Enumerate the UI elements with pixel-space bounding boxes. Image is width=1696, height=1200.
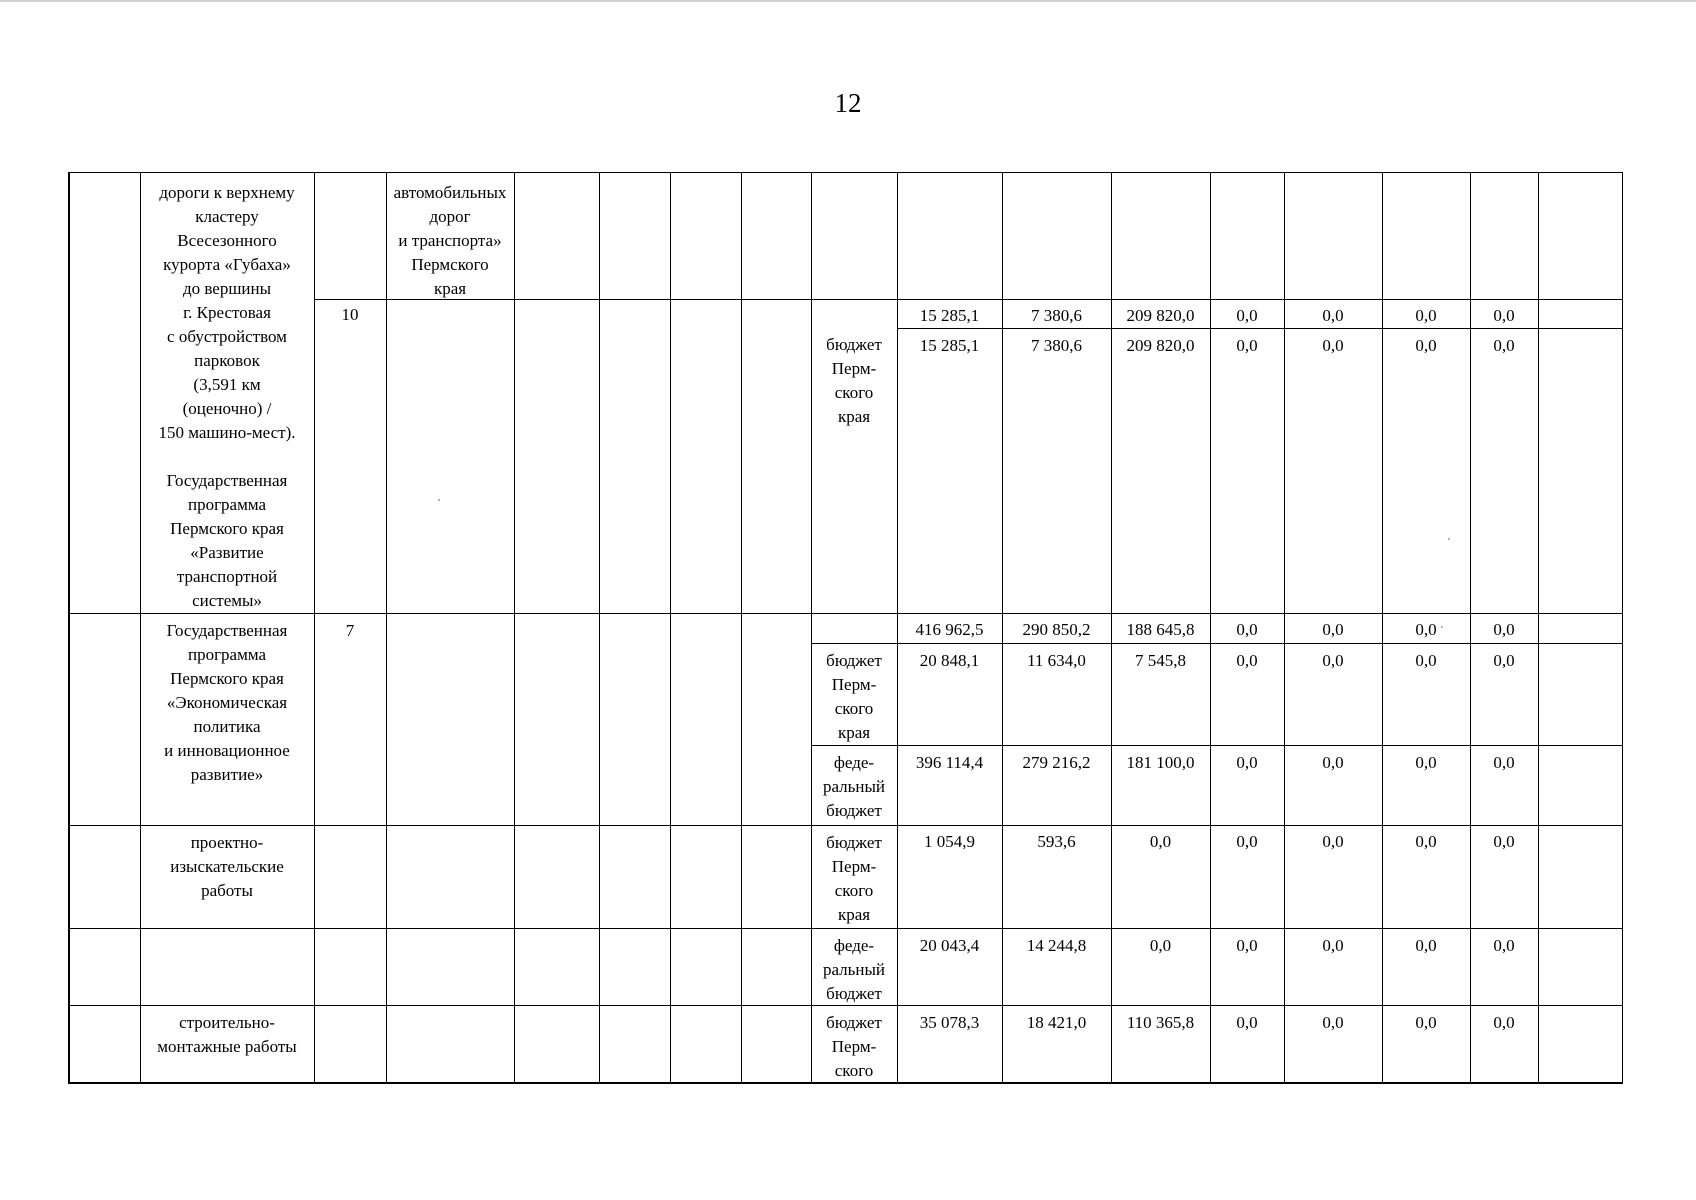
value-cell: 0,0 — [1236, 1013, 1258, 1032]
value-cell: 0,0 — [1493, 651, 1515, 670]
value-cell: 0,0 — [1415, 336, 1437, 355]
object-name-continued: г. Крестовая с обустройством парковок (3,591 км (оценочно) / 150 машино-мест). Государственная программа Пермского края «Развитие транспортной системы» — [158, 303, 296, 610]
col-divider — [599, 173, 600, 1082]
page-number: 12 — [834, 88, 862, 118]
value-cell: 0,0 — [1415, 620, 1437, 639]
object-name-header: дороги к верхнему кластеру Всесезонного курорта «Губаха» до вершины — [159, 183, 295, 298]
value-cell: 0,0 — [1149, 936, 1172, 955]
budget-table — [68, 172, 1623, 1084]
value-cell: 209 820,0 — [1126, 336, 1195, 355]
value-cell: 1 054,9 — [924, 832, 975, 851]
row-divider — [811, 745, 1622, 746]
value-cell: 0,0 — [1493, 753, 1515, 772]
value-cell: 279 216,2 — [1022, 753, 1091, 772]
value-cell: 0,0 — [1322, 753, 1344, 772]
value-cell: 0,0 — [1493, 1013, 1515, 1032]
value-cell: 0,0 — [1322, 832, 1344, 851]
code-transport: 10 — [341, 305, 359, 324]
value-cell: 0,0 — [1493, 936, 1515, 955]
row-divider — [70, 825, 1622, 826]
value-cell: 0,0 — [1415, 936, 1437, 955]
scan-speck — [1448, 538, 1450, 540]
row-divider — [70, 928, 1622, 929]
value-cell: 15 285,1 — [919, 336, 980, 355]
source-federal: феде- ральный бюджет — [822, 753, 886, 820]
value-cell: 0,0 — [1236, 651, 1258, 670]
value-cell: 0,0 — [1415, 306, 1437, 325]
value-cell: 0,0 — [1415, 832, 1437, 851]
value-cell: 188 645,8 — [1126, 620, 1195, 639]
source-regional: бюджет Перм- ского края — [826, 651, 882, 742]
row-divider — [897, 328, 1622, 329]
value-cell: 0,0 — [1322, 306, 1344, 325]
value-cell: 593,6 — [1037, 832, 1076, 851]
value-cell: 7 380,6 — [1031, 336, 1082, 355]
source-federal: феде- ральный бюджет — [822, 936, 886, 1003]
scan-edge — [0, 0, 1696, 2]
source-regional: бюджет Перм- ского края — [826, 833, 882, 924]
value-cell: 396 114,4 — [915, 753, 984, 772]
code-econ: 7 — [345, 621, 355, 640]
col-divider — [670, 173, 671, 1082]
value-cell: 0,0 — [1415, 651, 1437, 670]
row-divider — [811, 643, 1622, 644]
value-cell: 35 078,3 — [919, 1013, 980, 1032]
value-cell: 416 962,5 — [915, 620, 984, 639]
value-cell: 18 421,0 — [1026, 1013, 1087, 1032]
responsible-header: автомобильных дорог и транспорта» Пермского края — [393, 183, 507, 298]
value-cell: 14 244,8 — [1026, 936, 1087, 955]
value-cell: 209 820,0 — [1126, 306, 1195, 325]
value-cell: 110 365,8 — [1126, 1013, 1195, 1032]
scan-speck — [438, 499, 440, 501]
value-cell: 7 380,6 — [1031, 306, 1082, 325]
value-cell: 11 634,0 — [1027, 651, 1086, 670]
col-divider — [741, 173, 742, 1082]
program-econ-name: Государственная программа Пермского края «Экономическая политика и инновационное развитие» — [164, 621, 290, 784]
col-divider — [386, 173, 387, 1082]
value-cell: 0,0 — [1236, 620, 1258, 639]
col-divider — [1538, 173, 1539, 1082]
value-cell: 0,0 — [1415, 1013, 1437, 1032]
value-cell: 0,0 — [1236, 306, 1258, 325]
value-cell: 181 100,0 — [1126, 753, 1195, 772]
scan-speck — [1441, 626, 1443, 628]
value-cell: 15 285,1 — [919, 306, 980, 325]
value-cell: 0,0 — [1322, 1013, 1344, 1032]
value-cell: 0,0 — [1322, 620, 1344, 639]
value-cell: 0,0 — [1236, 336, 1258, 355]
col-divider — [514, 173, 515, 1082]
value-cell: 0,0 — [1415, 753, 1437, 772]
value-cell: 0,0 — [1493, 620, 1515, 639]
value-cell: 0,0 — [1322, 936, 1344, 955]
construction-works-label: строительно- монтажные работы — [157, 1013, 297, 1056]
value-cell: 0,0 — [1236, 832, 1258, 851]
value-cell: 0,0 — [1236, 753, 1258, 772]
value-cell: 0,0 — [1149, 832, 1172, 851]
value-cell: 0,0 — [1493, 832, 1515, 851]
design-works-label: проектно- изыскательские работы — [170, 833, 284, 900]
source-regional: бюджет Перм- ского края — [826, 335, 882, 426]
value-cell: 0,0 — [1493, 306, 1515, 325]
value-cell: 0,0 — [1322, 651, 1344, 670]
value-cell: 20 848,1 — [919, 651, 980, 670]
value-cell: 290 850,2 — [1022, 620, 1091, 639]
value-cell: 0,0 — [1322, 336, 1344, 355]
value-cell: 0,0 — [1236, 936, 1258, 955]
row-divider — [70, 613, 1622, 614]
value-cell: 20 043,4 — [919, 936, 980, 955]
value-cell: 7 545,8 — [1135, 651, 1186, 670]
value-cell: 0,0 — [1493, 336, 1515, 355]
source-regional: бюджет Перм- ского — [826, 1013, 882, 1080]
